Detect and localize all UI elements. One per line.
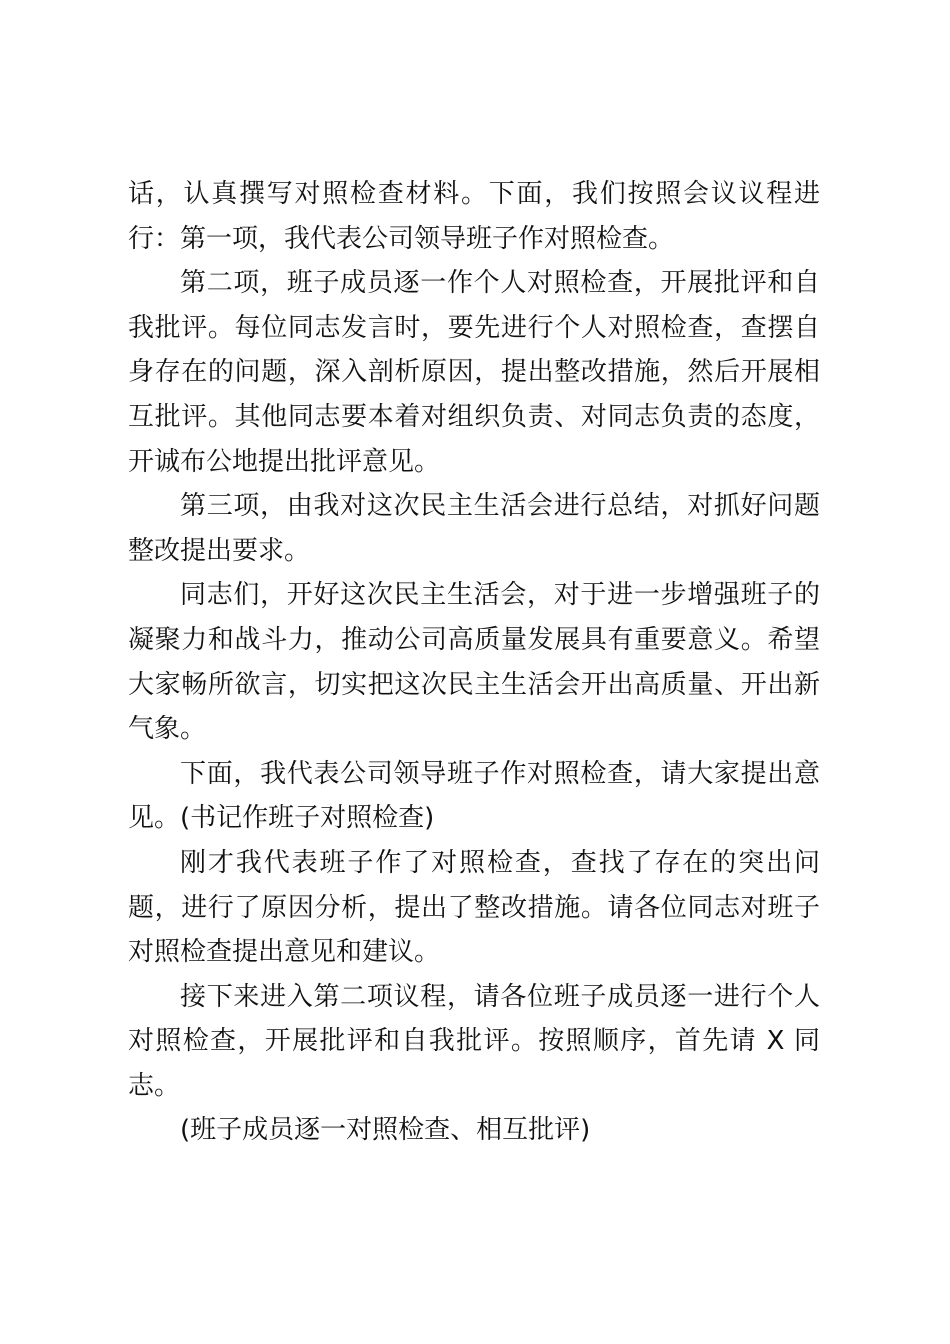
paragraph-significance: 同志们，开好这次民主生活会，对于进一步增强班子的凝聚力和战斗力，推动公司高质量发展具有重要意义。希望大家畅所欲言，切实把这次民主生活会开出高质量、开出新气象。 [128, 580, 820, 745]
paragraph-item-three: 第三项，由我对这次民主生活会进行总结，对抓好问题整改提出要求。 [128, 491, 820, 566]
paragraph-stage-note: (班子成员逐一对照检查、相互批评) [180, 1115, 591, 1146]
paragraph-continuation: 话，认真撰写对照检查材料。下面，我们按照会议议程进行：第一项，我代表公司领导班子作对照检查。 [128, 179, 820, 254]
paragraph-second-agenda: 接下来进入第二项议程，请各位班子成员逐一进行个人对照检查，开展批评和自我批评。按照顺序，首先请 X 同志。 [128, 981, 820, 1101]
paragraph-self-review-intro: 下面，我代表公司领导班子作对照检查，请大家提出意见。(书记作班子对照检查) [128, 758, 820, 834]
paragraph-request-feedback: 刚才我代表班子作了对照检查，查找了存在的突出问题，进行了原因分析，提出了整改措施。请各位同志对班子对照检查提出意见和建议。 [128, 847, 820, 968]
paragraph-item-two: 第二项，班子成员逐一作个人对照检查，开展批评和自我批评。每位同志发言时，要先进行个人对照检查，查摆自身存在的问题，深入剖析原因，提出整改措施，然后开展相互批评。其他同志要本着对组织负责、对同志负责的态度，开诚布公地提出批评意见。 [128, 268, 820, 477]
document-body [128, 172, 820, 1153]
